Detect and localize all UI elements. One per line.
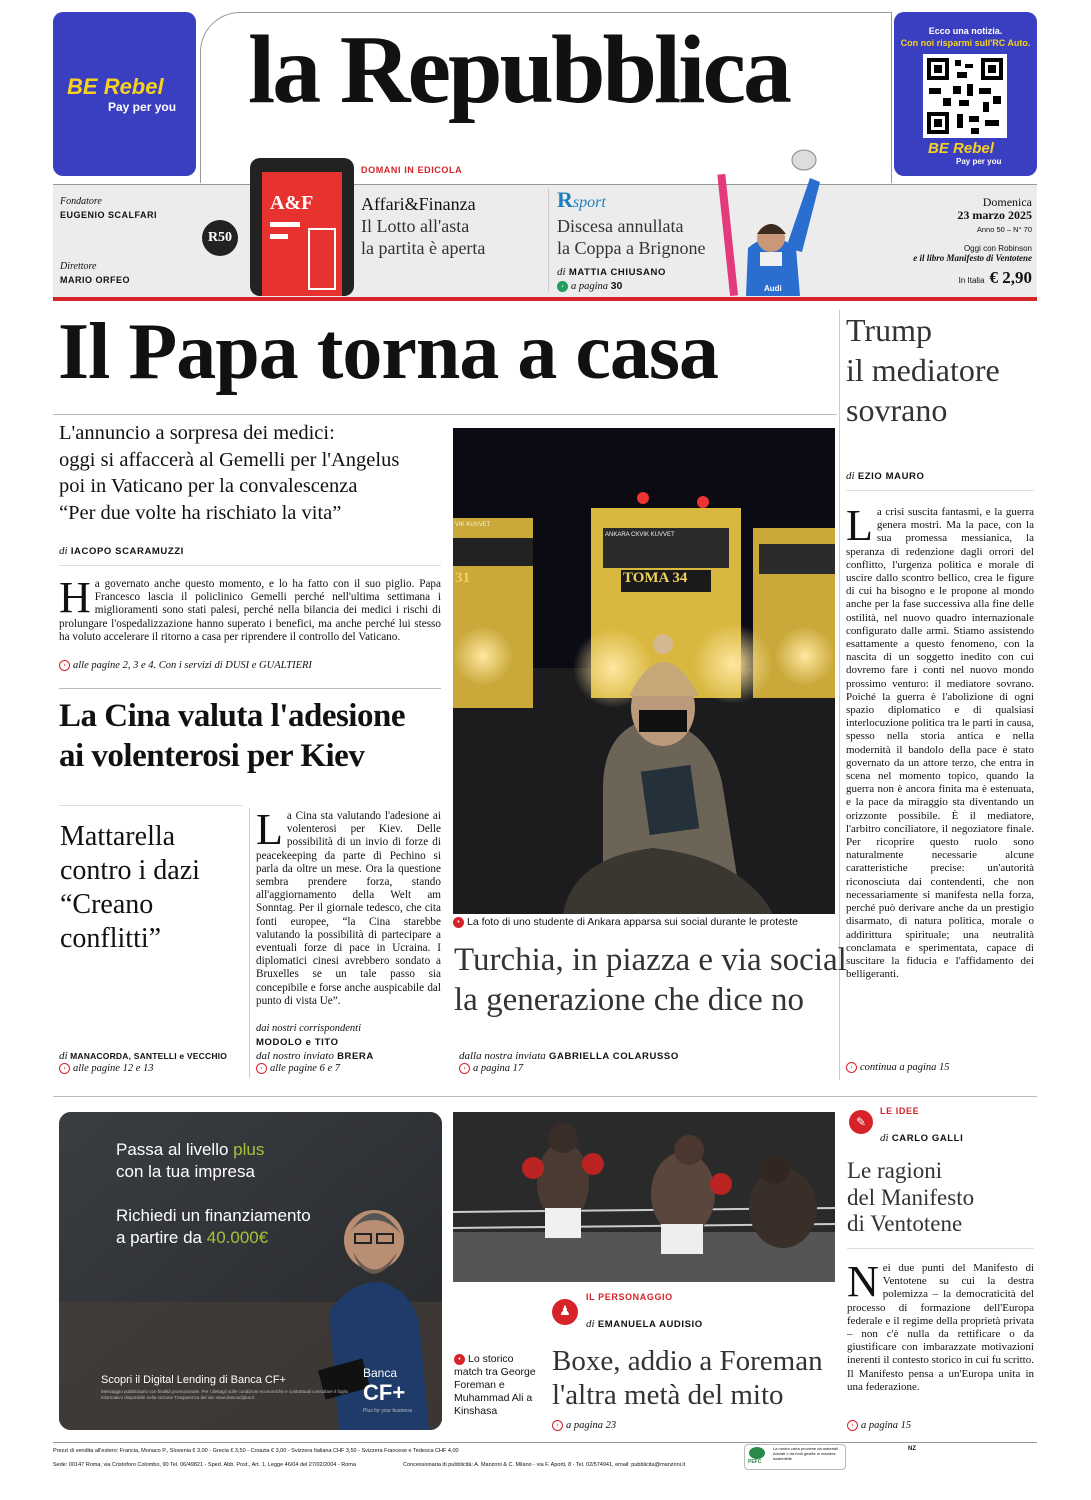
seal-text: R50 xyxy=(207,230,233,245)
af-title[interactable]: Affari&Finanza xyxy=(361,194,476,214)
turkey-headline[interactable] xyxy=(454,940,847,1020)
issue-number: Anno 50 – N° 70 xyxy=(976,225,1032,234)
boxing-caption xyxy=(454,1353,540,1418)
ad-line-1: Ecco una notizia. xyxy=(928,26,1003,36)
by-label: di xyxy=(586,1318,595,1330)
paper-note: La nostra carta proviene da materiali riciclati o da fonti gestite in maniera sostenibile xyxy=(773,1446,838,1461)
by-label: di xyxy=(846,470,855,482)
ideas-line-3: di Ventotene xyxy=(847,1211,963,1236)
by-label: di xyxy=(557,266,566,278)
china-corr-names: MODOLO e TITO xyxy=(256,1037,339,1048)
ad-bank-line-4 xyxy=(116,1228,268,1248)
china-body xyxy=(256,805,441,1008)
arrow-icon: › xyxy=(256,1063,267,1074)
mattarella-pages[interactable] xyxy=(59,1063,153,1074)
ad-bank-amount: 40.000€ xyxy=(206,1228,269,1247)
ideas-line-1: Le ragioni xyxy=(847,1158,943,1183)
turkey-headline-2: la generazione che dice no xyxy=(454,982,804,1018)
truck-label-2: ANKARA CKVIK KUVVET xyxy=(605,532,675,538)
boxing-headline-1: Boxe, addio a Foreman xyxy=(552,1345,823,1377)
date-full: 23 marzo 2025 xyxy=(957,208,1032,222)
lead-author: IACOPO SCARAMUZZI xyxy=(70,546,184,557)
mattarella-headline[interactable] xyxy=(60,820,245,956)
ad-bank-line-1a: Passa al livello xyxy=(116,1140,234,1159)
china-headline-2: ai volenterosi per Kiev xyxy=(59,738,365,774)
china-headline-1: La Cina valuta l'adesione xyxy=(59,698,405,734)
sport-logo[interactable] xyxy=(557,187,606,213)
trump-line-3: sovrano xyxy=(846,392,948,428)
by-label: di xyxy=(880,1132,889,1144)
ad-rebel-right[interactable] xyxy=(894,12,1037,176)
envoy-name: BRERA xyxy=(337,1051,374,1062)
price-label: In Italia xyxy=(958,276,985,285)
arrow-icon: › xyxy=(847,1420,858,1431)
ideas-page[interactable] xyxy=(847,1420,911,1431)
rebel-tagline: Pay per you xyxy=(108,100,177,114)
ad-bank-line-3: Richiedi un finanziamento xyxy=(116,1206,311,1225)
lead-deck-3: poi in Vaticano per la convalescenza xyxy=(59,475,358,497)
bottom-section-rule xyxy=(53,1096,1037,1097)
mattarella-byline xyxy=(59,1050,227,1062)
af-tablet-icon xyxy=(250,158,354,296)
mattarella-line-3: “Creano xyxy=(60,889,154,920)
lead-pages-text: alle pagine 2, 3 e 4. Con i servizi di DUSI e GUALTIERI xyxy=(73,660,312,671)
sport-logo-r: R xyxy=(557,187,573,212)
ideas-page-text: a pagina 15 xyxy=(861,1420,912,1431)
turkey-author: GABRIELLA COLARUSSO xyxy=(549,1051,679,1062)
ad-bank-fine: Messaggio pubblicitario con finalità promozionale. Per i dettagli sulle condizioni economiche e contrattuali consultare il foglio informativo disponibile nella sezione Trasparenza del sito www.bancacfplus.it xyxy=(101,1389,349,1400)
trump-line-2: il mediatore xyxy=(846,352,1000,388)
rebel-brand-right: Rebel xyxy=(953,140,994,157)
founder-label: Fondatore xyxy=(60,196,102,207)
page-num: 30 xyxy=(610,280,623,292)
ad-bank-name-2: CF+ xyxy=(363,1380,406,1405)
trump-body xyxy=(846,506,1034,1058)
ad-bank-cta[interactable]: Scopri il Digital Lending di Banca CF+ xyxy=(101,1374,286,1386)
lead-body-text: a governato anche questo momento, e lo ha fatto con il suo piglio. Papa Francesco lascia il policlinico Gemelli perché nell'ultima settimana i miglioramenti sono stati palesi, perché nella bilancia dei medici i rischi di prolungare l'ospedalizzazione hanno superato i benefici, ma anche perché lui stesso ha voluto accelerare il ritorno a casa per riprendere il controllo del Vaticano. xyxy=(59,578,441,643)
mattarella-line-2: contro i dazi xyxy=(60,855,200,886)
mattarella-authors: MANACORDA, SANTELLI e VECCHIO xyxy=(70,1051,228,1061)
promo-kicker: DOMANI IN EDICOLA xyxy=(361,165,463,175)
china-body-text: a Cina sta valutando l'adesione ai volenterosi per Kiev. Delle possibilità di un invio di forze di peacekeeping da parte di Pechino si parla da oltre un mese. Ora la questione sembra prendere forza, stando all'aggiornamento della Welt am Sonntag. Per il giornale tedesco, che cita fonti europee, “la Cina starebbe valutando la possibilità di partecipare a eventuali forze di pace in Ucraina. I diplomatici cinesi avrebbero sondato a Bruxelles se un tale passo sia concepibile e forse anche auspicabile dal punto di vista Ue”. xyxy=(256,810,441,1007)
by-label: di xyxy=(59,1050,68,1062)
ad-rebel-left[interactable] xyxy=(53,12,196,176)
svg-text:Audi: Audi xyxy=(764,284,782,293)
boxing-headline[interactable] xyxy=(552,1344,823,1412)
sport-line-2: la Coppa a Brignone xyxy=(557,238,706,258)
ad-bank-name-1: Banca xyxy=(363,1366,398,1380)
lead-dropcap: H xyxy=(59,573,91,622)
ideas-line-2: del Manifesto xyxy=(847,1184,975,1210)
arrow-icon: › xyxy=(552,1420,563,1431)
ad-bank-tag: Plus for your business xyxy=(363,1408,413,1414)
turkey-caption xyxy=(453,916,798,928)
turkey-page[interactable] xyxy=(459,1063,523,1074)
director-label: Direttore xyxy=(60,261,97,272)
ideas-author: CARLO GALLI xyxy=(891,1133,964,1144)
lead-byline xyxy=(59,545,184,557)
boxing-caption-text: Lo storico match tra George Foreman e Muhammad Ali a Kinshasa xyxy=(454,1353,536,1417)
af-logo: A&F xyxy=(270,192,314,214)
ad-bank-line-1 xyxy=(116,1140,264,1160)
ad-line-2: Con noi risparmi sull'RC Auto. xyxy=(900,38,1031,48)
china-headline[interactable] xyxy=(59,696,449,776)
camera-icon: • xyxy=(454,1354,465,1365)
footer-code: NZ xyxy=(908,1446,916,1452)
lead-deck-1: L'annuncio a sorpresa dei medici: xyxy=(59,422,335,444)
lead-rule xyxy=(53,414,837,415)
with-line-1: Oggi con Robinson xyxy=(963,244,1032,253)
footer-prices: Prezzi di vendita all'estero: Francia, Monaco P., Slovenia € 3,00 - Grecia € 3,50 - Croazia € 3,00 - Svizzera Italiana CHF 3,50 - Svizzera Francese e Tedesca CHF 4,00 xyxy=(53,1448,459,1454)
boxing-kicker: IL PERSONAGGIO xyxy=(586,1292,673,1302)
ad-banca-cf[interactable] xyxy=(59,1112,442,1430)
sport-page-ref[interactable] xyxy=(557,280,622,292)
qr-code-icon[interactable] xyxy=(923,54,1007,138)
china-envoy xyxy=(256,1050,374,1062)
af-line-2: la partita è aperta xyxy=(361,238,486,258)
footer-ads: Concessionaria di pubblicità: A. Manzoni & C. Milano - via F. Aporti, 8 - Tel. 02/574941, email: pubblicita@manzoni.it xyxy=(403,1462,686,1468)
china-col-divider xyxy=(249,808,250,1078)
pefc-badge xyxy=(744,1444,846,1470)
arrow-icon: › xyxy=(59,660,70,671)
trump-page-text: continua a pagina 15 xyxy=(860,1062,950,1073)
trump-headline[interactable] xyxy=(846,310,1000,430)
date-day: Domenica xyxy=(982,195,1032,209)
ad-bank-plus: plus xyxy=(233,1140,265,1159)
turkey-byline xyxy=(459,1050,679,1062)
pefc-label: PEFC xyxy=(748,1459,762,1465)
ideas-headline[interactable] xyxy=(847,1158,974,1238)
footer-office: Sede: 00147 Roma, via Cristoforo Colombo, 90 Tel. 06/49821 - Sped. Abb. Post., Art. 1, Legge 46/04 del 27/02/2004 - Roma xyxy=(53,1462,356,1468)
ad-bank-line-2: con la tua impresa xyxy=(116,1162,255,1181)
masthead-band xyxy=(53,184,1037,297)
ideas-kicker: LE IDEE xyxy=(880,1106,920,1116)
truck-label-1: TOMA 34 xyxy=(623,570,688,586)
lead-deck xyxy=(59,420,449,526)
footer-rule xyxy=(53,1442,1037,1443)
trump-rule xyxy=(846,490,1034,491)
trump-byline xyxy=(846,470,925,482)
trump-body-text: a crisi suscita fantasmi, e la guerra genera mostri. Ma la pace, con la sua promessa messianica, la speranza di redenzione dagli orrori del conflitto, l'urgenza politica e morale di uscire dallo scontro bellico, crea le figure di cui ha bisogno e le propone al mondo anche per la fase successiva alla fine delle ostilità, nel nuovo quadro internazionale configurato dalle armi. Stiamo assistendo esattamente a questo fenomeno, con la nascita di un soggetto inedito con cui dovremo fare i conti nel nuovo mondo prossimo venturo: il mediatore sovrano. Poiché la guerra è l'abolizione di ogni spazio diplomatico e di qualsiasi interlocuzione politica tra le parti in causa, spesso nella storia antica e nella modernità il bandolo della pace è stato governato da un attore terzo, che entra in scena nel momento topico, quando la guerra non è ancora finita ma è estenuata, e la pace da miraggio sta diventando un orizzonte possibile. È il mediatore, l'arbitro conciliatore, il negoziatore finale. Per ricoprire questo ruolo sono naturalmente necessarie alcune caratteristiche precise: un'autorità riconosciuta dai contendenti, che non necessariamente si manifesta nella forza, perché può derivare anche da un prestigio disarmato, di natura politica, morale o addirittura spirituale; una neutralità conclamata e sperimentata, capace di suscitare la fiducia e l'affidamento dei belligeranti. xyxy=(846,506,1034,981)
lead-deck-2: oggi si affaccerà al Gemelli per l'Angelus xyxy=(59,448,400,471)
arrow-icon: › xyxy=(557,281,568,292)
page-label: a pagina xyxy=(571,281,609,292)
af-line-1: Il Lotto all'asta xyxy=(361,216,470,236)
china-pages[interactable] xyxy=(256,1063,340,1074)
sport-line-1: Discesa annullata xyxy=(557,216,684,236)
masthead-title[interactable]: la Repubblica xyxy=(248,16,789,124)
camera-icon: • xyxy=(453,917,464,928)
be-icon: BE xyxy=(67,74,98,99)
r50-seal-icon xyxy=(202,220,238,256)
lead-deck-4: “Per due volte ha rischiato la vita” xyxy=(59,501,342,524)
ideas-dropcap: N xyxy=(847,1257,879,1306)
mattarella-pages-text: alle pagine 12 e 13 xyxy=(73,1063,154,1074)
truck-label-3: VIK KUVVET xyxy=(455,522,491,528)
envoy-label: dalla nostra inviata xyxy=(459,1050,546,1062)
china-pages-text: alle pagine 6 e 7 xyxy=(270,1063,340,1074)
with-line-2: e il libro Manifesto di Ventotene xyxy=(913,253,1032,263)
boxing-author: EMANUELA AUDISIO xyxy=(597,1319,703,1330)
trump-line-1: Trump xyxy=(846,312,932,348)
founder-name: EUGENIO SCALFARI xyxy=(60,210,158,220)
rebel-logo xyxy=(67,74,164,100)
truck-label-4: 31 xyxy=(455,570,470,586)
china-top-rule xyxy=(59,688,441,689)
boxing-photo[interactable] xyxy=(453,1112,835,1282)
boxing-headline-2: l'altra metà del mito xyxy=(552,1379,784,1411)
trump-dropcap: L xyxy=(846,506,873,550)
ideas-body-text: ei due punti del Manifesto di Ventotene su cui la destra polemizza – la democraticità del processo di formazione dell'Europa federale e il regime della proprietà privata – non c'è nulla da rettificare o da giustificare con imbarazzate motivazioni inerenti il contesto storico in cui fu scritto. Il Manifesto pensa a un'Europa unita in una federazione. xyxy=(847,1262,1034,1393)
sport-author: MATTIA CHIUSANO xyxy=(568,267,666,278)
arrow-icon: › xyxy=(846,1062,857,1073)
ideas-byline xyxy=(880,1132,963,1144)
masthead-red-rule xyxy=(53,297,1037,301)
turkey-headline-1: Turchia, in piazza e via social xyxy=(454,942,847,978)
boxing-page[interactable] xyxy=(552,1420,616,1431)
ideas-rule xyxy=(847,1248,1034,1249)
promo-divider xyxy=(548,188,549,292)
director-name: MARIO ORFEO xyxy=(60,275,130,285)
pen-icon: ✎ xyxy=(849,1110,873,1134)
trump-page[interactable] xyxy=(846,1062,950,1073)
turkey-caption-text: La foto di uno studente di Ankara apparsa sui social durante le proteste xyxy=(467,916,798,928)
boxing-page-text: a pagina 23 xyxy=(566,1420,617,1431)
lead-pages[interactable] xyxy=(59,660,312,671)
person-icon: ♟ xyxy=(552,1299,578,1325)
envoy-label: dal nostro inviato xyxy=(256,1050,334,1062)
lead-headline[interactable]: Il Papa torna a casa xyxy=(58,308,718,396)
price-box xyxy=(900,268,1032,288)
rebel-logo-right: BE Rebel xyxy=(928,140,994,157)
skier-photo xyxy=(716,148,826,296)
turkey-photo[interactable] xyxy=(453,428,835,914)
turkey-page-text: a pagina 17 xyxy=(473,1063,524,1074)
china-corr: dai nostri corrispondenti xyxy=(256,1023,362,1034)
rebel-tagline-right: Pay per you xyxy=(956,157,1002,166)
price-value: € 2,90 xyxy=(989,268,1032,287)
lead-body xyxy=(59,573,441,644)
sport-logo-text: sport xyxy=(572,194,606,211)
boxing-byline xyxy=(586,1318,703,1330)
china-rule xyxy=(59,805,243,806)
arrow-icon: › xyxy=(59,1063,70,1074)
lead-byline-rule xyxy=(59,565,441,566)
ideas-body xyxy=(847,1257,1034,1394)
ad-bank-line-4a: a partire da xyxy=(116,1228,207,1247)
china-dropcap: L xyxy=(256,805,283,854)
rebel-brand: Rebel xyxy=(103,74,164,99)
mattarella-line-1: Mattarella xyxy=(60,821,176,852)
pefc-icon xyxy=(749,1447,765,1459)
by-label: di xyxy=(59,545,68,557)
trump-author: EZIO MAURO xyxy=(857,471,925,482)
sport-byline xyxy=(557,266,666,278)
arrow-icon: › xyxy=(459,1063,470,1074)
mattarella-line-4: conflitti” xyxy=(60,923,162,954)
